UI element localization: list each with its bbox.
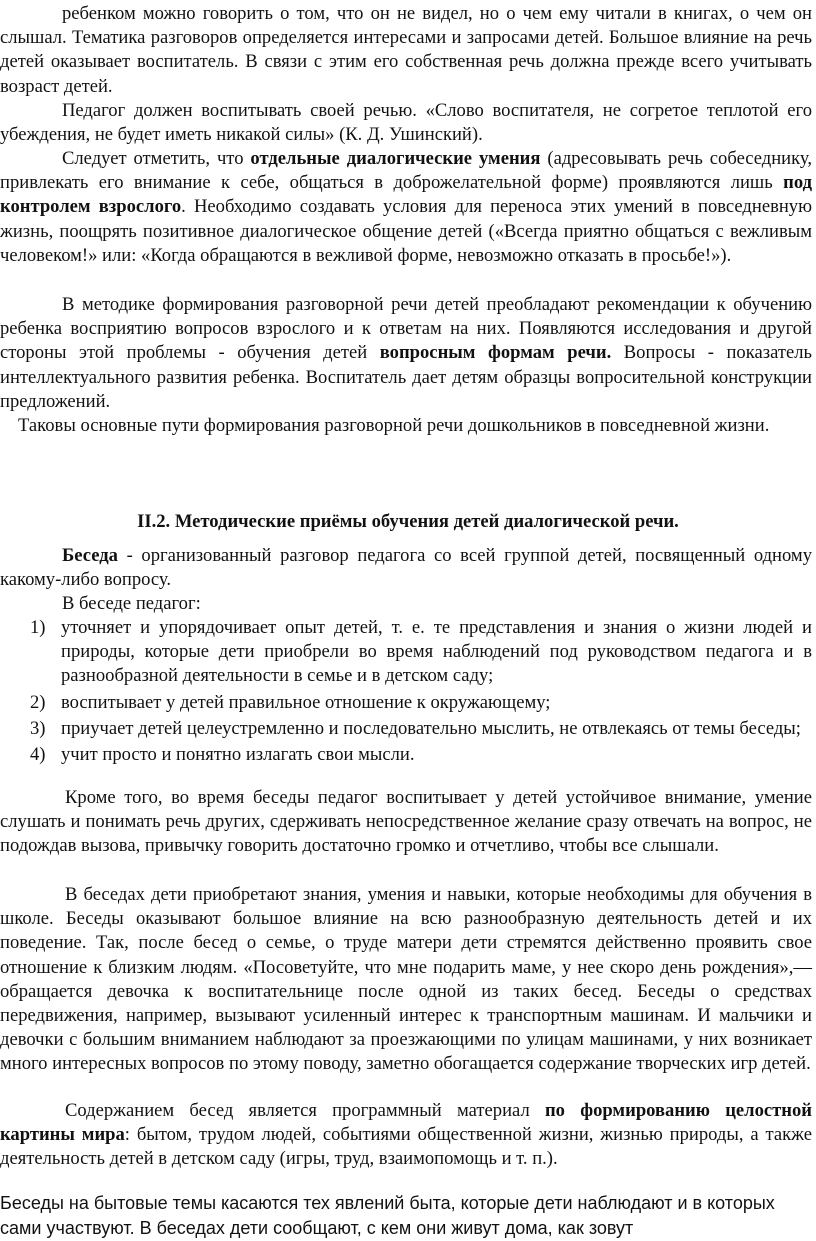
list-item [0,717,812,741]
list-item-text: учит просто и понятно излагать свои мысли. [61,744,415,766]
paragraph-text: В беседах дети приобретают знания, умения и навыки, которые необходимы для обучения в школе. Беседы оказывают большое влияние на всю разнообразную деятельность детей и их поведение. Так, после бесед о семье, о труде матери дети стремятся действенно проявить свое отношение к близким людям. «Посоветуйте, что мне подарить маме, у нее скоро день рождения»,— обращается девочка к воспитательнице после одной из таких бесед. Беседы о средствах передвижения, например, вызывают усиленный интерес к транспортным машинам. И мальчики и девочки с большим вниманием наблюдают за проезжающими по улицам машинами, у них возникает много интересных вопросов по этому поводу, заметно обогащается содержание творческих игр детей. [0,884,812,1075]
paragraph-text: Таковы основные пути формирования разговорной речи дошкольников в повседневной жизни. [18,415,770,436]
teacher-tasks-list [0,616,812,769]
paragraph-text: (адресовывать речь собеседнику, привлекать его внимание к себе, общаться в доброжелательной форме) проявляются лишь [0,148,812,194]
bold-term: вопросным формам речи. [379,342,612,364]
list-number: 1) [30,617,46,638]
paragraph-household-topics [0,1191,812,1240]
list-item [0,743,812,767]
paragraph-text: ребенком можно говорить о том, что он не видел, но о чем ему читали в книгах, о чем он слышал. Тематика разговоров определяется интересами и запросами детей. Большое влияние на речь детей оказывает воспитатель. В связи с этим его собственная речь должна прежде всего учитывать возраст детей. [0,3,812,97]
list-number: 2) [30,691,46,713]
paragraph-text: Вопросы - показатель интеллектуального развития ребенка. Воспитатель дает детям образцы вопросительной конструкции предложений. [0,342,812,412]
paragraph-question-forms [0,293,812,414]
paragraph-text: . Необходимо создавать условия для переноса этих умений в повседневную жизнь, поощрять позитивное диалогическое общение детей («Всегда приятно общаться с вежливым человеком!» или: «Когда обращаются в вежливой форме, невозможно отказать в просьбе!»). [0,196,812,266]
bold-term: отдельные диалогические умения [250,148,541,169]
paragraph-text: В методике формирования разговорной речи детей преобладают рекомендации к обучению ребенка восприятию вопросов взрослого и к ответам на них. Появляются исследования и другой стороны этой проблемы - обучения детей [0,294,812,364]
paragraph-content [0,1099,812,1172]
paragraph-speech-topics [0,2,812,99]
paragraph-text: Содержанием бесед является программный материал [65,1100,545,1121]
list-item [0,691,812,715]
paragraph-main-ways [0,414,812,438]
list-item-text: уточняет и упорядочивает опыт детей, т. е. те представления и знания о жизни людей и природы, которые дети приобрели во время наблюдений под руководством педагога и в разнообразной деятельности в семье и в детском саду; [61,617,812,687]
list-number: 3) [30,717,46,739]
list-number: 4) [30,744,46,766]
paragraph-attention [0,786,812,859]
bold-term: под контролем взрослого [0,172,812,218]
list-item-text: воспитывает у детей правильное отношение к окружающему; [61,691,551,713]
paragraph-text: Педагог должен воспитывать своей речью. «Слово воспитателя, не согретое теплотой его убеждения, не будет иметь никакой силы» (К. Д. Ушинский). [0,100,812,146]
paragraph-list-intro [0,592,812,616]
paragraph-ushinsky-quote [0,99,812,147]
paragraph-text: Беседы на бытовые темы касаются тех явлений быта, которые дети наблюдают и в которых сами участвуют. В беседах дети сообщают, с кем они живут дома, как зовут [0,1193,775,1238]
paragraph-text: - организованный разговор педагога со всей группой детей, посвященный одному какому-либо вопросу. [0,545,812,591]
section-heading: II.2. Методические приёмы обучения детей диалогической речи. [137,511,679,532]
paragraph-dialogic-skills [0,147,812,268]
paragraph-text: В беседе педагог: [62,593,201,614]
paragraph-knowledge [0,883,812,1077]
paragraph-text: : бытом, трудом людей, событиями общественной жизни, жизнью природы, а также деятельность детей в детском саду (игры, труд, взаимопомощь и т. п.). [0,1124,812,1170]
list-item [0,616,812,689]
paragraph-beseda-definition [0,544,812,592]
paragraph-text: Кроме того, во время беседы педагог воспитывает у детей устойчивое внимание, умение слушать и понимать речь других, сдерживать непосредственное желание сразу отвечать на вопрос, не подождав вызова, привычку говорить достаточно громко и отчетливо, чтобы все слышали. [0,787,812,857]
list-item-text: приучает детей целеустремленно и последовательно мыслить, не отвлекаясь от темы беседы; [61,717,801,739]
paragraph-text: Следует отметить, что [62,148,251,169]
bold-term: Беседа [62,545,118,566]
bold-term: по формированию целостной картины мира [0,1100,813,1146]
